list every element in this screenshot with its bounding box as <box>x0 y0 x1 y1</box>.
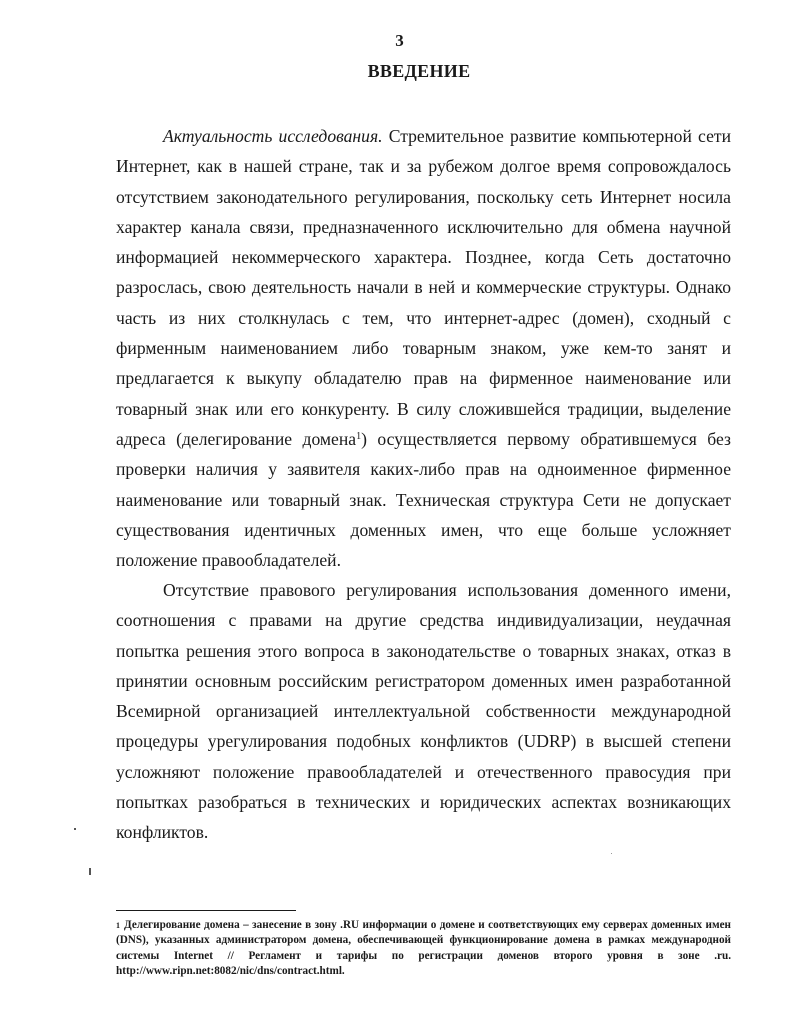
footnote-separator <box>116 910 296 911</box>
scan-speck <box>611 853 612 854</box>
paragraph-2 <box>116 575 731 848</box>
footnote-marker: 1 <box>116 921 120 930</box>
section-heading: ВВЕДЕНИЕ <box>367 61 471 81</box>
footnote-text: Делегирование домена – занесение в зону .RU информации о домене и соответствующих ему серверах доменных имен (DNS), указанных администратором домена, обеспечивающей функционирование домена в рамках международной системы Internet // Регламент и тарифы по регистрации доменов второго уровня в зоне .ru. http://www.ripn.net:8082/nic/dns/contract.html. <box>116 919 731 978</box>
paragraph-1-text-b: ) осуществляется первому обратившемуся без проверки наличия у заявителя каких-либо прав на одноименное фирменное наименование или товарный знак. Техническая структура Сети не допускает существования идентичных доменных имен, что еще больше усложняет положение правообладателей. <box>116 428 731 571</box>
paragraph-1-text-a: Стремительное развитие компьютерной сети Интернет, как в нашей стране, так и за рубежом долгое время сопровождалось отсутствием законодательного регулирования, поскольку сеть Интернет носила характер канала связи, предназначенного исключительно для обмена научной информацией некоммерческого характера. Позднее, когда Сеть достаточно разрослась, свою деятельность начали в ней и коммерческие структуры. Однако часть из них столкнулась с тем, что интернет-адрес (домен), сходный с фирменным наименованием либо товарным знаком, уже кем-то занят и предлагается к выкупу обладателю прав на фирменное наименование или товарный знак или его конкуренту. В силу сложившейся традиции, выделение адреса (делегирование домена <box>116 126 731 449</box>
page-number: 3 <box>395 31 404 50</box>
paragraph-lead: Актуальность исследования. <box>163 126 383 146</box>
footnote <box>116 918 731 980</box>
scan-speck <box>74 828 76 830</box>
paragraph-2-text: Отсутствие правового регулирования использования доменного имени, соотношения с правами на другие средства индивидуализации, неудачная попытка решения этого вопроса в законодательстве о товарных знаках, отказ в принятии основным российским регистратором доменных имен разработанной Всемирной организацией интеллектуальной собственности международной процедуры урегулирования подобных конфликтов (UDRP) в высшей степени усложняют положение правообладателей и отечественного правосудия при попытках разобраться в технических и юридических аспектах возникающих конфликтов. <box>116 580 731 843</box>
footnote-reference[interactable]: 1 <box>356 430 362 442</box>
scan-speck <box>89 868 91 875</box>
paragraph-1 <box>116 121 731 575</box>
